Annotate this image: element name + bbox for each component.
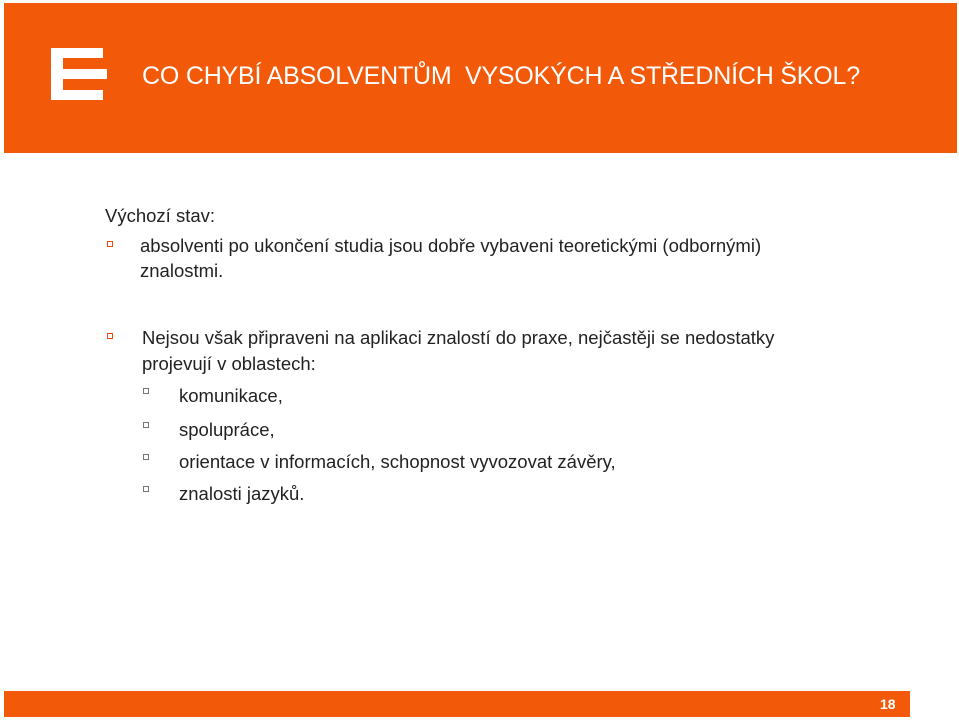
sub-item: spolupráce, <box>179 419 275 440</box>
bullet-2-line-1: Nejsou však připraveni na aplikaci znalostí do praxe, nejčastěji se nedostatky <box>142 327 775 348</box>
bullet-icon <box>107 333 113 339</box>
bullet-2-line-2: projevují v oblastech: <box>142 353 316 374</box>
bullet-1-line-1: absolventi po ukončení studia jsou dobře vybaveni teoretickými (odbornými) <box>140 235 762 256</box>
page-number: 18 <box>880 696 896 712</box>
cez-logo-icon <box>47 44 107 104</box>
intro-text: Výchozí stav: <box>105 205 216 226</box>
sub-item: znalosti jazyků. <box>179 483 305 504</box>
slide-title: CO CHYBÍ ABSOLVENTŮM VYSOKÝCH A STŘEDNÍCH ŠKOL? <box>142 62 860 90</box>
sub-bullet-icon <box>143 454 149 460</box>
sub-bullet-icon <box>143 422 149 428</box>
bullet-icon <box>107 241 113 247</box>
bullet-1-line-2: znalostmi. <box>140 260 224 281</box>
sub-item: orientace v informacích, schopnost vyvozovat závěry, <box>179 451 616 472</box>
sub-bullet-icon <box>143 486 149 492</box>
sub-item: komunikace, <box>179 385 283 406</box>
footer-bar <box>4 691 910 717</box>
sub-bullet-icon <box>143 388 149 394</box>
